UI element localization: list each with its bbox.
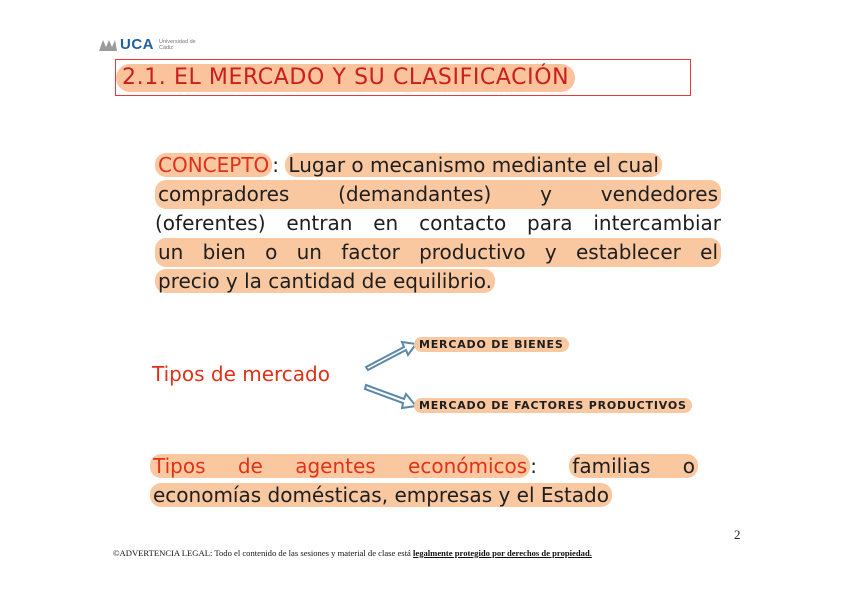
legal-notice <box>113 548 592 558</box>
agentes-text-1: familias o <box>569 454 698 478</box>
page-title: 2.1. EL MERCADO Y SU CLASIFICACIÓN <box>116 64 575 92</box>
agentes-line-2 <box>150 481 698 510</box>
concepto-text-1: Lugar o mecanismo mediante el cual <box>285 153 662 177</box>
agentes-term: Tipos de agentes económicos <box>150 454 530 478</box>
legal-notice-text: ©ADVERTENCIA LEGAL: Todo el contenido de las sesiones y material de clase está <box>113 548 411 558</box>
tipos-mercado-label: Tipos de mercado <box>152 362 330 386</box>
logo-text: UCA <box>120 36 154 53</box>
concepto-line-3: (oferentes) entran en contacto para intercambiar <box>155 211 721 235</box>
branch-arrows-icon <box>360 335 420 415</box>
university-emblem-icon <box>98 38 118 52</box>
agentes-text-2: economías domésticas, empresas y el Estado <box>150 483 612 507</box>
legal-notice-bold: legalmente protegido por derechos de propiedad. <box>413 548 592 558</box>
concepto-separator: : <box>272 153 280 177</box>
mercado-bienes-label: MERCADO DE BIENES <box>414 337 569 352</box>
concepto-text-5: precio y la cantidad de equilibrio. <box>155 269 495 293</box>
university-logo <box>98 36 208 56</box>
concepto-line-2: compradores (demandantes) y vendedores <box>155 180 721 209</box>
agentes-line-1 <box>150 452 698 481</box>
concepto-paragraph <box>155 151 721 296</box>
agentes-paragraph <box>150 452 698 510</box>
agentes-separator: : <box>530 454 537 478</box>
page-number: 2 <box>734 527 741 542</box>
concepto-line-1 <box>155 151 721 180</box>
concepto-line-4: un bien o un factor productivo y establecer el <box>155 238 721 267</box>
logo-subtext: Universidad de Cádiz <box>159 39 196 51</box>
concepto-term: CONCEPTO <box>155 153 272 177</box>
concepto-line-5 <box>155 267 721 296</box>
mercado-factores-label: MERCADO DE FACTORES PRODUCTIVOS <box>414 398 692 413</box>
